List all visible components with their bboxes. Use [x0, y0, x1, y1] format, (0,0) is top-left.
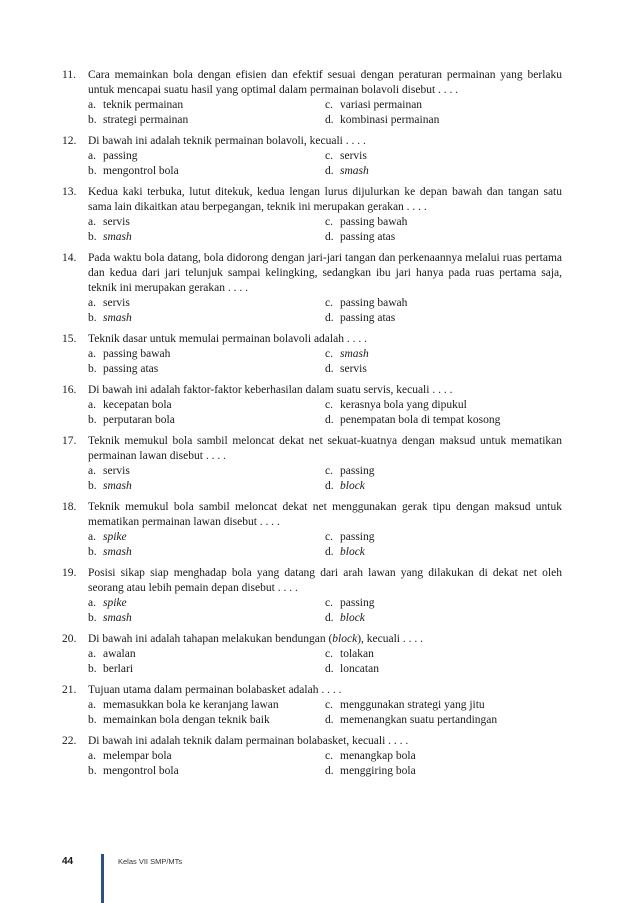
option-text: melempar bola	[103, 750, 172, 762]
answer-option	[88, 611, 325, 626]
question-number: 13.	[62, 186, 77, 198]
question-text-segment: Posisi sikap siap menghadap bola yang datang dari arah lawan yang dilakukan di dekat net oleh seorang atau lebih pemain depan disebut . . . .	[88, 567, 562, 594]
option-letter: b.	[88, 546, 97, 558]
option-text: passing atas	[340, 231, 396, 243]
option-letter: a.	[88, 216, 96, 228]
option-letter: a.	[88, 399, 96, 411]
question-text-segment: Cara memainkan bola dengan efisien dan efektif sesuai dengan peraturan permainan yang berlaku untuk mencapai suatu hasil yang optimal dalam permainan bolavoli disebut . . . .	[88, 69, 562, 96]
answer-option	[88, 713, 325, 728]
option-letter: b.	[88, 480, 97, 492]
answer-option	[325, 647, 562, 662]
option-letter: b.	[88, 165, 97, 177]
option-text: menggunakan strategi yang jitu	[340, 699, 485, 711]
question-item	[62, 632, 562, 677]
answer-option	[325, 611, 562, 626]
option-letter: d.	[325, 165, 334, 177]
answer-option	[325, 596, 562, 611]
option-text: servis	[340, 363, 367, 375]
answer-option	[88, 296, 325, 311]
option-letter: a.	[88, 348, 96, 360]
option-letter: c.	[325, 531, 333, 543]
question-text	[88, 734, 562, 749]
question-text-segment: Kedua kaki terbuka, lutut ditekuk, kedua lengan lurus dijulurkan ke depan bawah dan tangan satu sama lain dikaitkan atau berpegangan, teknik ini merupakan gerakan . . . .	[88, 186, 562, 213]
option-letter: c.	[325, 150, 333, 162]
page-footer	[0, 846, 638, 903]
option-letter: c.	[325, 99, 333, 111]
option-text: block	[340, 480, 365, 492]
answer-option	[88, 164, 325, 179]
option-letter: d.	[325, 612, 334, 624]
answer-options	[88, 464, 562, 494]
answer-options	[88, 215, 562, 245]
option-letter: c.	[325, 216, 333, 228]
answer-option	[325, 479, 562, 494]
footer-divider-bar	[101, 854, 104, 903]
option-letter: a.	[88, 297, 96, 309]
option-text: mengontrol bola	[103, 765, 179, 777]
question-number: 17.	[62, 435, 77, 447]
option-letter: c.	[325, 597, 333, 609]
question-number: 12.	[62, 135, 77, 147]
answer-option	[88, 530, 325, 545]
answer-option	[325, 296, 562, 311]
option-letter: c.	[325, 399, 333, 411]
question-number: 15.	[62, 333, 77, 345]
question-body	[88, 332, 562, 377]
option-letter: b.	[88, 414, 97, 426]
question-body	[88, 383, 562, 428]
option-text: block	[340, 612, 365, 624]
answer-option	[88, 149, 325, 164]
option-letter: b.	[88, 765, 97, 777]
option-text: kombinasi permainan	[340, 114, 440, 126]
option-letter: d.	[325, 663, 334, 675]
question-text	[88, 383, 562, 398]
question-list	[62, 68, 562, 785]
question-text-segment: Di bawah ini adalah teknik dalam permainan bolabasket, kecuali . . . .	[88, 735, 409, 747]
answer-option	[88, 362, 325, 377]
option-text: tolakan	[340, 648, 374, 660]
option-letter: a.	[88, 648, 96, 660]
footer-label: Kelas VII SMP/MTs	[118, 857, 183, 866]
option-letter: b.	[88, 312, 97, 324]
question-text	[88, 185, 562, 215]
option-text: kerasnya bola yang dipukul	[340, 399, 467, 411]
question-item	[62, 332, 562, 377]
option-letter: b.	[88, 114, 97, 126]
question-text-term: block	[332, 633, 358, 645]
answer-option	[88, 545, 325, 560]
question-item	[62, 185, 562, 245]
answer-options	[88, 647, 562, 677]
option-text: smash	[103, 612, 132, 624]
answer-options	[88, 149, 562, 179]
answer-option	[325, 347, 562, 362]
option-letter: d.	[325, 480, 334, 492]
option-letter: a.	[88, 531, 96, 543]
answer-options	[88, 698, 562, 728]
answer-option	[88, 749, 325, 764]
answer-option	[325, 230, 562, 245]
answer-options	[88, 98, 562, 128]
answer-option	[325, 149, 562, 164]
option-letter: a.	[88, 150, 96, 162]
option-letter: b.	[88, 363, 97, 375]
option-text: spike	[103, 531, 127, 543]
option-text: servis	[103, 297, 130, 309]
question-text	[88, 500, 562, 530]
option-text: perputaran bola	[103, 414, 175, 426]
question-text	[88, 332, 562, 347]
option-text: servis	[103, 465, 130, 477]
question-text	[88, 566, 562, 596]
answer-option	[88, 311, 325, 326]
question-number: 19.	[62, 567, 77, 579]
answer-option	[325, 215, 562, 230]
option-text: passing	[103, 150, 138, 162]
answer-option	[325, 545, 562, 560]
question-text-segment: Teknik memukul bola sambil meloncat dekat net sekuat-kuatnya dengan maksud untuk mematikan permainan lawan disebut . . . .	[88, 435, 562, 462]
option-text: memasukkan bola ke keranjang lawan	[103, 699, 279, 711]
option-letter: c.	[325, 297, 333, 309]
question-body	[88, 185, 562, 245]
option-letter: b.	[88, 714, 97, 726]
question-body	[88, 566, 562, 626]
question-text-segment: Di bawah ini adalah faktor-faktor keberhasilan dalam suatu servis, kecuali . . . .	[88, 384, 453, 396]
question-text-segment: ), kecuali . . . .	[357, 633, 423, 645]
option-text: teknik permainan	[103, 99, 184, 111]
question-body	[88, 434, 562, 494]
answer-options	[88, 398, 562, 428]
question-number: 22.	[62, 735, 77, 747]
question-text-segment: Teknik dasar untuk memulai permainan bolavoli adalah . . . .	[88, 333, 367, 345]
answer-option	[325, 113, 562, 128]
question-text-segment: Di bawah ini adalah teknik permainan bolavoli, kecuali . . . .	[88, 135, 366, 147]
option-letter: d.	[325, 363, 334, 375]
question-text-segment: Di bawah ini adalah tahapan melakukan bendungan (	[88, 633, 333, 645]
option-text: passing bawah	[340, 297, 408, 309]
option-text: smash	[103, 231, 132, 243]
option-text: awalan	[103, 648, 136, 660]
option-letter: d.	[325, 312, 334, 324]
option-text: passing	[340, 465, 375, 477]
question-item	[62, 683, 562, 728]
option-letter: a.	[88, 699, 96, 711]
option-letter: c.	[325, 648, 333, 660]
option-letter: a.	[88, 597, 96, 609]
option-text: menggiring bola	[340, 765, 416, 777]
question-text-segment: Pada waktu bola datang, bola didorong dengan jari-jari tangan dan perkenaannya melalui ruas pertama dan kedua dari jari telunjuk sampai kelingking, sedangkan ibu jari hanya pada ruas pertama saja, teknik ini merupakan gerakan . . . .	[88, 252, 562, 294]
option-text: passing atas	[340, 312, 396, 324]
option-text: servis	[340, 150, 367, 162]
question-text	[88, 251, 562, 296]
answer-option	[325, 749, 562, 764]
option-text: passing	[340, 531, 375, 543]
question-number: 16.	[62, 384, 77, 396]
answer-option	[325, 662, 562, 677]
option-letter: a.	[88, 750, 96, 762]
question-text	[88, 632, 562, 647]
answer-option	[88, 215, 325, 230]
option-letter: c.	[325, 750, 333, 762]
answer-option	[88, 662, 325, 677]
option-text: berlari	[103, 663, 134, 675]
question-item	[62, 383, 562, 428]
answer-option	[88, 479, 325, 494]
option-letter: c.	[325, 465, 333, 477]
question-text	[88, 134, 562, 149]
answer-option	[325, 398, 562, 413]
answer-option	[88, 764, 325, 779]
answer-options	[88, 530, 562, 560]
option-text: smash	[340, 348, 369, 360]
answer-option	[325, 98, 562, 113]
answer-options	[88, 749, 562, 779]
answer-option	[325, 464, 562, 479]
option-text: mengontrol bola	[103, 165, 179, 177]
answer-option	[325, 698, 562, 713]
question-item	[62, 500, 562, 560]
option-letter: a.	[88, 99, 96, 111]
option-text: smash	[103, 546, 132, 558]
option-text: penempatan bola di tempat kosong	[340, 414, 501, 426]
option-text: passing	[340, 597, 375, 609]
option-letter: d.	[325, 765, 334, 777]
answer-option	[325, 530, 562, 545]
option-letter: b.	[88, 231, 97, 243]
answer-option	[325, 164, 562, 179]
answer-option	[88, 98, 325, 113]
question-body	[88, 632, 562, 677]
question-item	[62, 68, 562, 128]
question-text-segment: Tujuan utama dalam permainan bolabasket adalah . . . .	[88, 684, 342, 696]
question-body	[88, 68, 562, 128]
option-letter: b.	[88, 612, 97, 624]
question-item	[62, 251, 562, 326]
option-text: passing bawah	[340, 216, 408, 228]
answer-option	[88, 347, 325, 362]
answer-option	[88, 113, 325, 128]
question-body	[88, 134, 562, 179]
option-letter: d.	[325, 546, 334, 558]
answer-options	[88, 296, 562, 326]
option-text: loncatan	[340, 663, 379, 675]
option-letter: b.	[88, 663, 97, 675]
option-text: variasi permainan	[340, 99, 423, 111]
answer-option	[88, 413, 325, 428]
question-body	[88, 251, 562, 326]
option-text: menangkap bola	[340, 750, 416, 762]
answer-option	[88, 464, 325, 479]
option-text: smash	[103, 312, 132, 324]
page-number: 44	[62, 856, 74, 867]
answer-option	[325, 311, 562, 326]
question-body	[88, 683, 562, 728]
option-text: kecepatan bola	[103, 399, 172, 411]
option-letter: d.	[325, 231, 334, 243]
option-letter: d.	[325, 714, 334, 726]
question-text	[88, 68, 562, 98]
question-text	[88, 683, 562, 698]
question-number: 14.	[62, 252, 77, 264]
answer-option	[88, 398, 325, 413]
answer-option	[325, 764, 562, 779]
answer-option	[325, 713, 562, 728]
option-text: block	[340, 546, 365, 558]
option-text: passing atas	[103, 363, 159, 375]
question-text-segment: Teknik memukul bola sambil meloncat dekat net menggunakan gerak tipu dengan maksud untuk mematikan permainan lawan disebut . . . .	[88, 501, 562, 528]
answer-option	[88, 596, 325, 611]
option-text: memenangkan suatu pertandingan	[340, 714, 498, 726]
option-letter: d.	[325, 114, 334, 126]
answer-option	[325, 413, 562, 428]
question-number: 21.	[62, 684, 77, 696]
question-number: 20.	[62, 633, 77, 645]
option-letter: a.	[88, 465, 96, 477]
answer-option	[88, 698, 325, 713]
question-item	[62, 434, 562, 494]
option-text: smash	[340, 165, 369, 177]
question-item	[62, 566, 562, 626]
question-text	[88, 434, 562, 464]
option-text: spike	[103, 597, 127, 609]
answer-options	[88, 347, 562, 377]
answer-option	[88, 647, 325, 662]
question-item	[62, 134, 562, 179]
option-text: smash	[103, 480, 132, 492]
option-text: memainkan bola dengan teknik baik	[103, 714, 270, 726]
option-text: strategi permainan	[103, 114, 189, 126]
option-letter: c.	[325, 348, 333, 360]
option-letter: c.	[325, 699, 333, 711]
option-text: servis	[103, 216, 130, 228]
answer-options	[88, 596, 562, 626]
question-body	[88, 734, 562, 779]
question-number: 11.	[62, 69, 76, 81]
option-text: passing bawah	[103, 348, 171, 360]
answer-option	[88, 230, 325, 245]
question-item	[62, 734, 562, 779]
question-body	[88, 500, 562, 560]
option-letter: d.	[325, 414, 334, 426]
question-number: 18.	[62, 501, 77, 513]
answer-option	[325, 362, 562, 377]
